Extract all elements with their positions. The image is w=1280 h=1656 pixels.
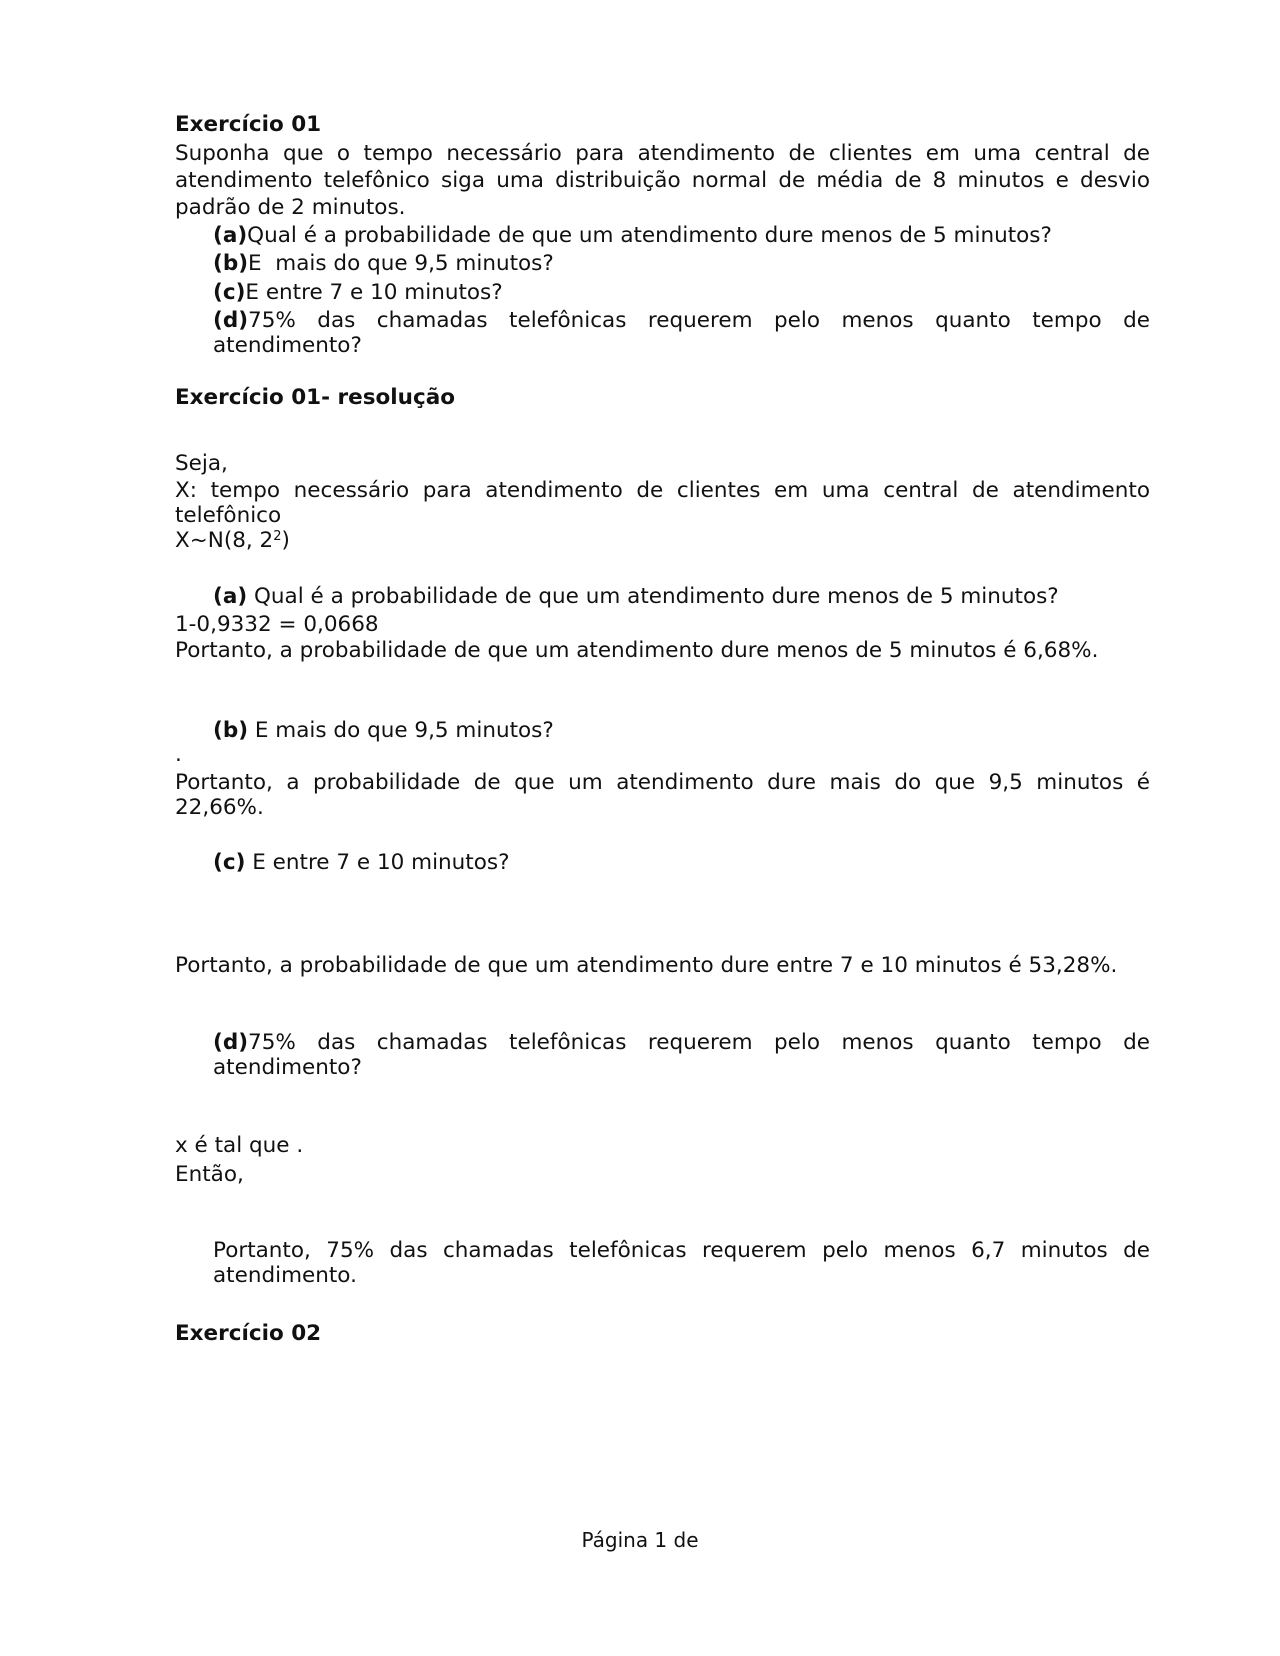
resolution-c-question (213, 849, 1150, 876)
question-b-text: E mais do que 9,5 minutos? (248, 251, 554, 276)
page-footer: Página 1 de (581, 1528, 699, 1552)
resolution-a-conclusion: Portanto, a probabilidade de que um atendimento dure menos de 5 minutos é 6,68%. (175, 638, 1099, 663)
question-b (213, 250, 1150, 277)
resolution-a-question (213, 583, 1150, 610)
resolution-d-line2: Então, (175, 1162, 244, 1187)
question-c (213, 279, 1150, 306)
resolution-d-label: (d) (213, 1030, 249, 1055)
resolution-b-conclusion: Portanto, a probabilidade de que um atendimento dure mais do que 9,5 minutos é 22,66%. (175, 770, 1150, 820)
resolution-distribution (175, 527, 1150, 554)
resolution-c-question-text: E entre 7 e 10 minutos? (245, 850, 510, 875)
resolution-d-question (213, 1030, 1150, 1080)
resolution-b-question-text: E mais do que 9,5 minutos? (248, 718, 554, 743)
resolution-title: Exercício 01- resolução (175, 385, 456, 410)
question-d-text: 75% das chamadas telefônicas requerem pelo menos quanto tempo de atendimento? (213, 308, 1150, 358)
exercise-01-title: Exercício 01 (175, 112, 322, 137)
question-c-label: (c) (213, 280, 246, 305)
question-a-label: (a) (213, 223, 248, 248)
resolution-c-conclusion: Portanto, a probabilidade de que um atendimento dure entre 7 e 10 minutos é 53,28%. (175, 953, 1118, 978)
resolution-a-question-text: Qual é a probabilidade de que um atendimento dure menos de 5 minutos? (247, 584, 1059, 609)
resolution-d-question-text: 75% das chamadas telefônicas requerem pelo menos quanto tempo de atendimento? (213, 1030, 1150, 1080)
resolution-b-label: (b) (213, 718, 249, 743)
question-a-text: Qual é a probabilidade de que um atendimento dure menos de 5 minutos? (247, 223, 1052, 248)
resolution-b-dot: . (175, 742, 182, 767)
question-d-label: (d) (213, 308, 249, 333)
resolution-a-calc: 1-0,9332 = 0,0668 (175, 612, 379, 637)
question-d (213, 308, 1150, 358)
resolution-c-label: (c) (213, 850, 246, 875)
resolution-b-question (213, 717, 1150, 744)
question-c-text: E entre 7 e 10 minutos? (245, 280, 503, 305)
resolution-seja: Seja, (175, 451, 228, 476)
resolution-d-line1: x é tal que . (175, 1133, 304, 1158)
distribution-suffix: ) (281, 528, 290, 553)
resolution-a-label: (a) (213, 584, 248, 609)
distribution-prefix: X~N(8, 2 (175, 528, 274, 553)
question-a (213, 222, 1150, 249)
question-b-label: (b) (213, 251, 249, 276)
resolution-d-conclusion: Portanto, 75% das chamadas telefônicas requerem pelo menos 6,7 minutos de atendimento. (213, 1238, 1150, 1288)
resolution-x-definition: X: tempo necessário para atendimento de clientes em uma central de atendimento telefônico (175, 478, 1150, 528)
distribution-exponent: 2 (273, 529, 282, 544)
exercise-01-intro: Suponha que o tempo necessário para atendimento de clientes em uma central de atendimento telefônico siga uma distribuição normal de média de 8 minutos e desvio padrão de 2 minutos. (175, 141, 1150, 220)
exercise-02-title: Exercício 02 (175, 1321, 322, 1346)
